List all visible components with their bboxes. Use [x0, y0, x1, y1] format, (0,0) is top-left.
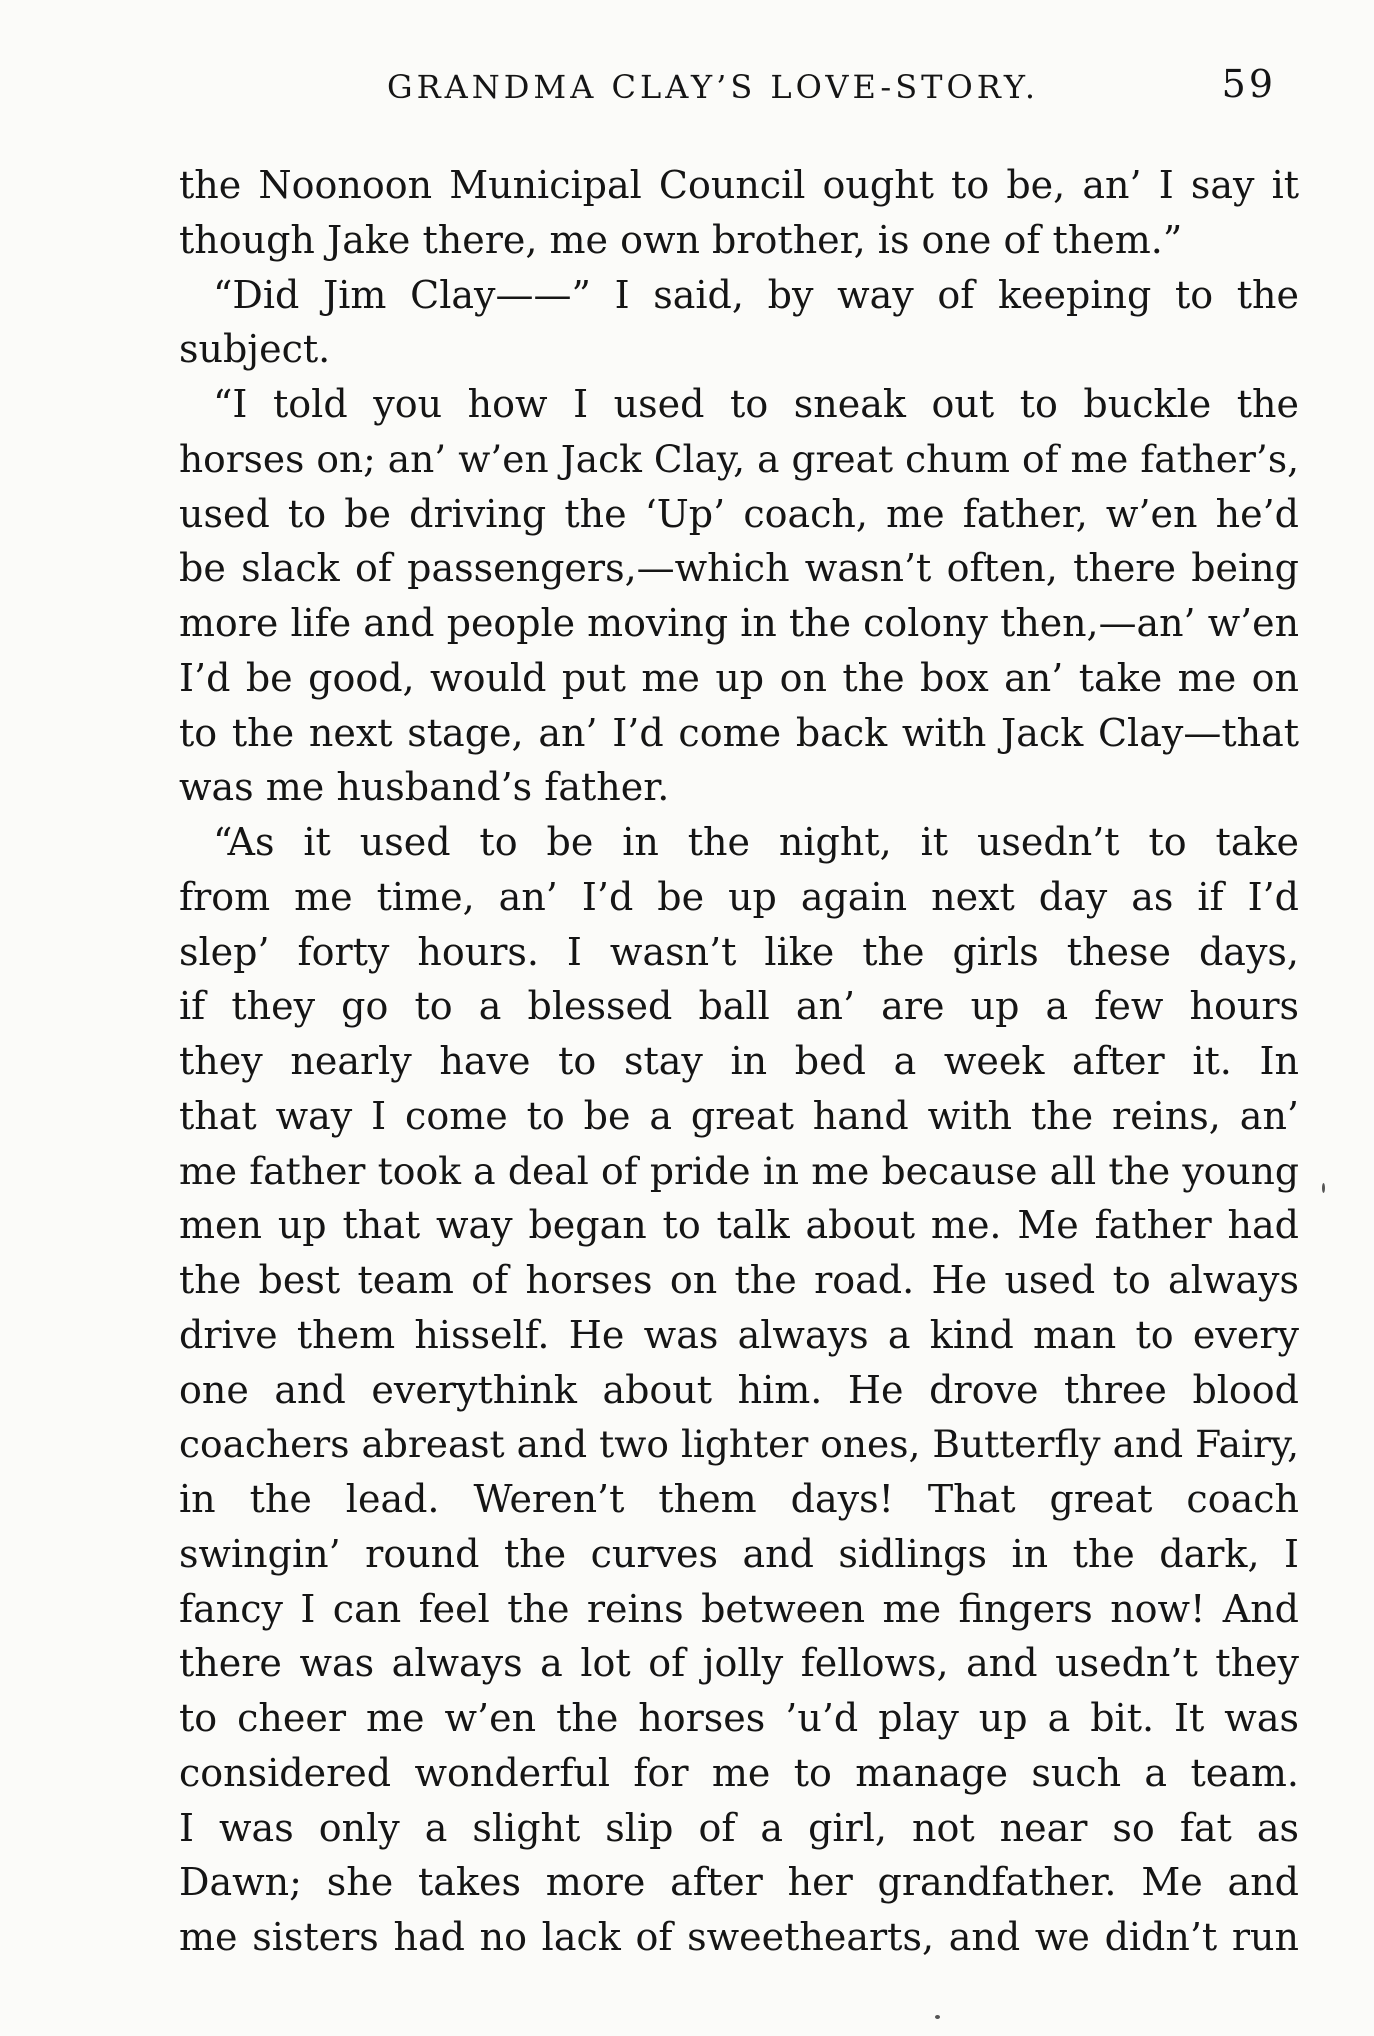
text-line: “As it used to be in the night, it usedn’t to take [213, 820, 1299, 864]
text-line: the Noonoon Municipal Council ought to be, an’ I say it [179, 163, 1299, 207]
text-line: I’d be good, would put me up on the box an’ take me on [179, 655, 1299, 700]
stray-mark [1322, 1183, 1325, 1193]
text-line: drive them hisself. He was always a kind man to every [179, 1312, 1299, 1357]
text-line: if they go to a blessed ball an’ are up a few hours [179, 984, 1299, 1029]
text-line: more life and people moving in the colony then,—an’ w’en [179, 601, 1299, 645]
text-line: they nearly have to stay in bed a week after it. In [179, 1039, 1299, 1083]
text-line: there was always a lot of jolly fellows, and usedn’t they [179, 1641, 1299, 1686]
text-line: men up that way began to talk about me. Me father had [179, 1203, 1299, 1248]
text-line: considered wonderful for me to manage such a team. [179, 1750, 1299, 1795]
text-line: me sisters had no lack of sweethearts, and we didn’t run [179, 1915, 1299, 1959]
text-line: “Did Jim Clay——” I said, by way of keeping to the [213, 272, 1299, 317]
text-line: subject. [179, 327, 331, 372]
text-line: was me husband’s father. [179, 765, 670, 810]
text-line: Dawn; she takes more after her grandfather. Me and [179, 1860, 1299, 1905]
text-line: slep’ forty hours. I wasn’t like the girls these days, [179, 929, 1299, 974]
stray-mark [935, 2015, 940, 2019]
text-line: be slack of passengers,—which wasn’t often, there being [179, 546, 1299, 591]
text-line: swingin’ round the curves and sidlings in the dark, I [179, 1531, 1299, 1576]
text-line: “I told you how I used to sneak out to buckle the [213, 382, 1299, 426]
running-title: GRANDMA CLAY’S LOVE-STORY. [387, 68, 1039, 106]
text-line: me father took a deal of pride in me because all the young [179, 1148, 1299, 1193]
body-text [179, 158, 1299, 1965]
text-line: from me time, an’ I’d be up again next day as if I’d [179, 874, 1299, 919]
text-line: coachers abreast and two lighter ones, Butterfly and Fairy, [179, 1422, 1299, 1467]
text-line: though Jake there, me own brother, is one of them.” [179, 217, 1183, 262]
page-number: 59 [1221, 62, 1276, 106]
text-line: I was only a slight slip of a girl, not near so fat as [179, 1805, 1299, 1850]
text-line: one and everythink about him. He drove three blood [179, 1367, 1299, 1412]
text-line: to cheer me w’en the horses ’u’d play up a bit. It was [179, 1696, 1299, 1740]
text-line: in the lead. Weren’t them days! That great coach [179, 1477, 1299, 1521]
text-line: horses on; an’ w’en Jack Clay, a great chum of me father’s, [179, 436, 1299, 481]
running-head [188, 62, 1308, 118]
text-line: fancy I can feel the reins between me fingers now! And [179, 1586, 1299, 1631]
text-line: to the next stage, an’ I’d come back with Jack Clay—that [179, 710, 1299, 755]
text-line: that way I come to be a great hand with the reins, an’ [179, 1093, 1299, 1138]
text-line: the best team of horses on the road. He used to always [179, 1258, 1299, 1302]
text-line: used to be driving the ‘Up’ coach, me father, w’en he’d [179, 491, 1299, 536]
